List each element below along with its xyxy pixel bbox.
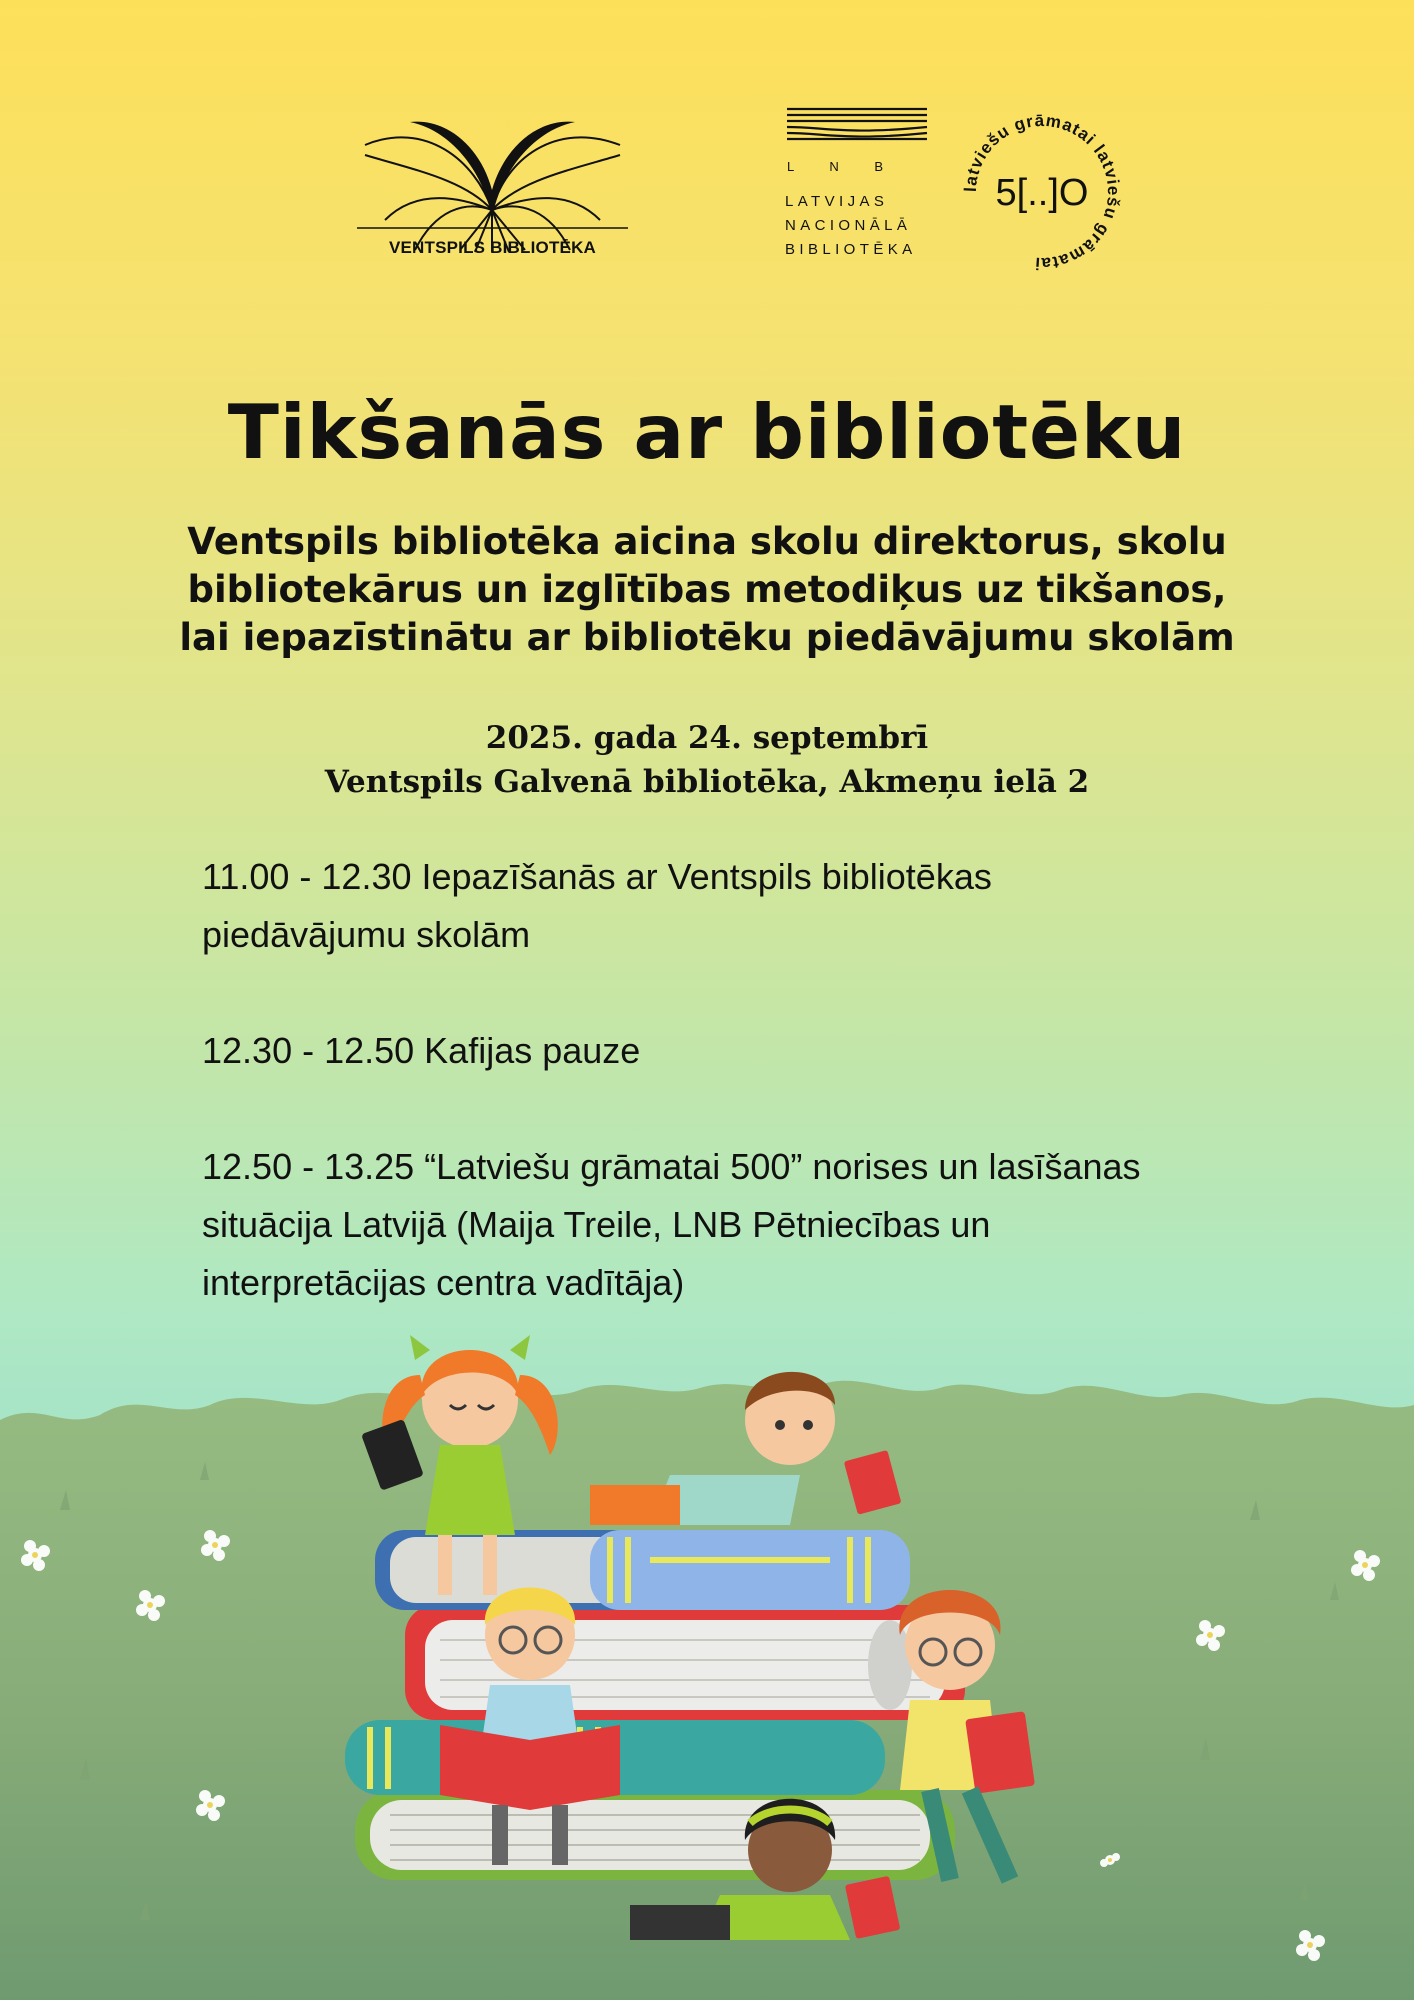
- program-line: situācija Latvijā (Maija Treile, LNB Pētniecības un: [202, 1204, 991, 1245]
- program-item: [202, 1022, 1202, 1080]
- boy-lying-reading-icon: [590, 1372, 901, 1525]
- lnb-line-3: BIBLIOTĒKA: [785, 241, 917, 258]
- ventspils-library-name: VENTSPILS BIBLIOTĒKA: [388, 238, 597, 257]
- lnb-logo: [785, 105, 930, 262]
- program-list: [202, 848, 1202, 1312]
- invitation-line: lai iepazīstinātu ar bibliotēku piedāvājumu skolām: [179, 616, 1235, 659]
- program-line: interpretācijas centra vadītāja): [202, 1262, 685, 1303]
- program-line: 12.50 - 13.25 “Latviešu grāmatai 500” norises un lasīšanas: [202, 1146, 1141, 1187]
- lnb-line-1: LATVIJAS: [785, 193, 889, 210]
- logo-500-mark: 5[..]O: [995, 172, 1089, 214]
- invitation-line: Ventspils bibliotēka aicina skolu direktorus, skolu: [187, 520, 1227, 563]
- lnb-line-2: NACIONĀLĀ: [785, 217, 912, 234]
- latviesu-gramatai-500-logo-icon: [955, 105, 1130, 280]
- event-place: Ventspils Galvenā bibliotēka, Akmeņu ielā 2: [324, 764, 1090, 800]
- program-item: [202, 848, 1202, 964]
- program-line: 12.30 - 12.50 Kafijas pauze: [202, 1030, 641, 1071]
- event-details: [0, 716, 1414, 804]
- event-date: 2025. gada 24. septembrī: [485, 720, 929, 756]
- program-line: 11.00 - 12.30 Iepazīšanās ar Ventspils bibliotēkas: [202, 856, 992, 897]
- program-line: piedāvājumu skolām: [202, 914, 531, 955]
- lnb-abbr: L N B: [787, 159, 900, 174]
- page-title: Tikšanās ar bibliotēku: [227, 388, 1187, 476]
- children-reading-illustration: [330, 1305, 1090, 1985]
- lnb-stripes-icon: [785, 105, 930, 147]
- invitation-line: bibliotekārus un izglītības metodiķus uz tikšanos,: [187, 568, 1227, 611]
- logo-ring-text: latviešu grāmatai latviešu grāmatai: [960, 110, 1124, 274]
- invitation-text: [140, 518, 1274, 662]
- program-item: [202, 1138, 1202, 1312]
